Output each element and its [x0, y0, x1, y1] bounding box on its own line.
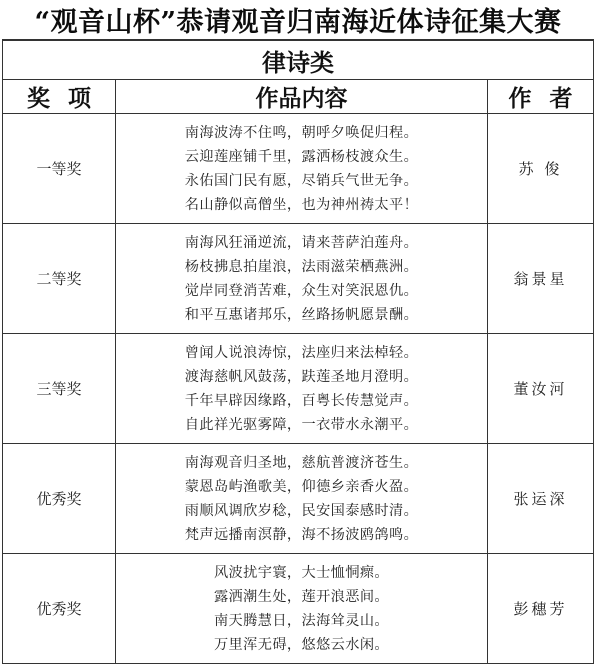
poem-content [116, 224, 488, 334]
poem-line: 杨枝拂息拍崖浪，法雨滋荣栖燕洲。 [184, 258, 419, 275]
page-title: “观音山杯”恭请观音归南海近体诗征集大赛 [2, 0, 594, 40]
poem-line: 曾闻人说浪涛惊，法座归来法棹轻。 [184, 344, 419, 361]
poem-content [116, 114, 488, 224]
header-author: 作者 [488, 80, 594, 114]
author-name: 翁景星 [488, 224, 594, 334]
author-name: 董汝河 [488, 334, 594, 444]
header-content: 作品内容 [116, 80, 488, 114]
poem-line: 雨顺风调欣岁稔，民安国泰感时清。 [184, 502, 419, 519]
poem-line: 万里浑无碍，悠悠云水闲。 [213, 636, 390, 653]
poem-line: 南海观音归圣地，慈航普渡济苍生。 [184, 454, 419, 471]
author-name: 苏 俊 [488, 114, 594, 224]
poem-content [116, 554, 488, 664]
poem-line: 永佑国门民有愿，尽销兵气世无争。 [184, 172, 419, 189]
award-level: 三等奖 [3, 334, 116, 444]
category-title: 律诗类 [3, 41, 594, 80]
poem-line: 风波扰宇寰，大士恤恫瘝。 [213, 564, 390, 581]
table-row [3, 554, 594, 664]
author-name: 彭穗芳 [488, 554, 594, 664]
poem-line: 渡海慈帆风鼓荡，趺莲圣地月澄明。 [184, 368, 419, 385]
award-level: 二等奖 [3, 224, 116, 334]
award-level: 优秀奖 [3, 444, 116, 554]
table-row [3, 114, 594, 224]
poem-line: 蒙恩岛屿渔歌美，仰德乡亲香火盈。 [184, 478, 419, 495]
poem-content [116, 334, 488, 444]
poem-line: 自此祥光驱雾障，一衣带水永潮平。 [184, 416, 419, 433]
poem-line: 名山静似高僧坐，也为神州祷太平！ [184, 196, 419, 213]
author-name: 张运深 [488, 444, 594, 554]
poem-line: 千年早辟因缘路，百粤长传慧觉声。 [184, 392, 419, 409]
poem-line: 云迎莲座铺千里，露洒杨枝渡众生。 [184, 148, 419, 165]
table-row [3, 224, 594, 334]
poem-line: 和平互惠诸邦乐，丝路扬帆愿景酬。 [184, 306, 419, 323]
poem-content [116, 444, 488, 554]
table-row [3, 444, 594, 554]
poem-line: 南海风狂涌逆流，请来菩萨泊莲舟。 [184, 234, 419, 251]
table-row [3, 334, 594, 444]
award-level: 一等奖 [3, 114, 116, 224]
poem-line: 南海波涛不住鸣，朝呼夕唤促归程。 [184, 124, 419, 141]
poem-line: 觉岸同登消苦难，众生对笑泯恩仇。 [184, 282, 419, 299]
poem-line: 梵声远播南溟静，海不扬波鸥鸽鸣。 [184, 526, 419, 543]
poem-line: 南天腾慧日，法海耸灵山。 [213, 612, 390, 629]
header-award: 奖项 [3, 80, 116, 114]
category-row [3, 41, 594, 80]
award-level: 优秀奖 [3, 554, 116, 664]
results-table [2, 40, 594, 664]
poem-line: 露洒潮生处，莲开浪恶间。 [213, 588, 390, 605]
header-row [3, 80, 594, 114]
